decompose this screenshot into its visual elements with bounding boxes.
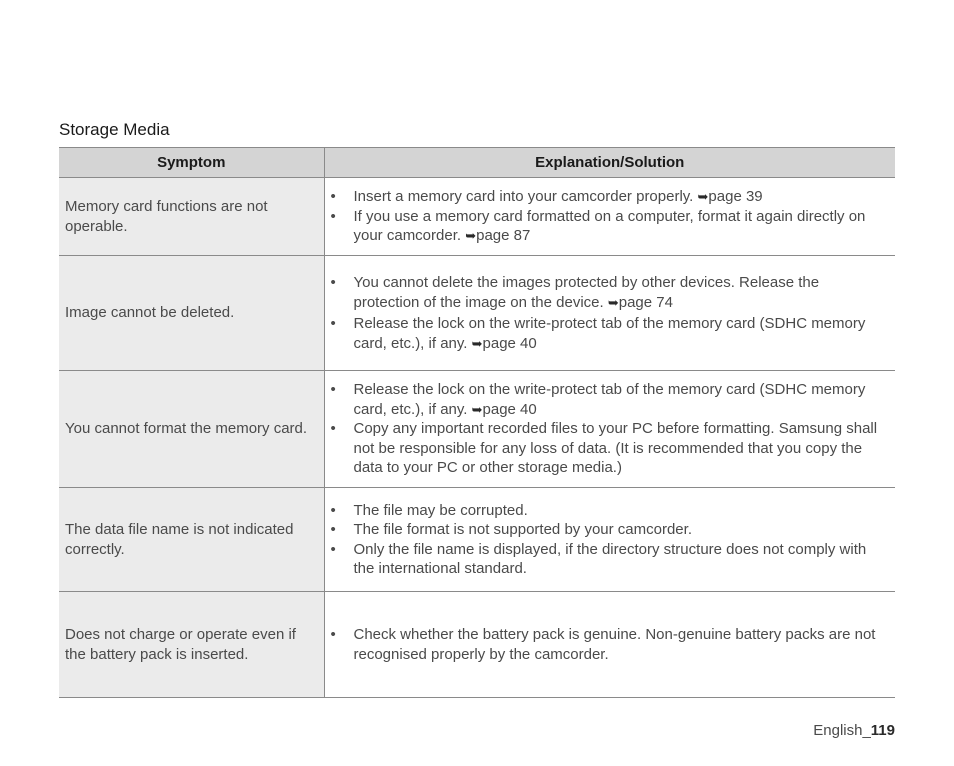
- table-row: [59, 178, 895, 256]
- page-reference: page 39: [708, 188, 763, 206]
- page-number: 119: [870, 722, 895, 739]
- bullet-icon: •: [330, 626, 336, 643]
- bullet-icon: •: [330, 501, 336, 519]
- table-row: [59, 371, 895, 488]
- solution-column-header: Explanation/Solution: [324, 148, 895, 178]
- bullet-icon: •: [330, 420, 336, 438]
- solution-cell: [324, 178, 895, 256]
- table-row: [59, 488, 895, 592]
- troubleshooting-table: [59, 147, 895, 698]
- list-item: [331, 625, 888, 664]
- symptom-cell: The data file name is not indicated correctly.: [59, 488, 324, 592]
- symptom-cell: Does not charge or operate even if the battery pack is inserted.: [59, 592, 324, 698]
- solution-text: Insert a memory card into your camcorder properly.: [353, 188, 698, 206]
- solution-cell: [324, 488, 895, 592]
- solution-text: Release the lock on the write-protect tab of the memory card (SDHC memory card, etc.), if any.: [353, 315, 866, 352]
- table-row: [59, 256, 895, 371]
- page-reference: page 87: [476, 227, 531, 245]
- solution-list: [331, 501, 888, 579]
- page-footer: [813, 722, 895, 739]
- page-reference: page 74: [618, 293, 673, 311]
- page-reference: page 40: [482, 400, 537, 418]
- solution-list: [331, 187, 888, 246]
- page-reference-arrow-icon: ➥: [607, 294, 619, 310]
- solution-text: Copy any important recorded files to your PC before formatting. Samsung shall not be responsible for any loss of data. (It is recommended that you copy the data to your PC or other storage media.): [353, 420, 878, 477]
- list-item: [331, 520, 888, 540]
- solution-cell: [324, 371, 895, 488]
- list-item: [331, 207, 888, 246]
- list-item: [331, 501, 888, 521]
- solution-list: [331, 273, 888, 353]
- bullet-icon: •: [330, 521, 336, 538]
- section-title: Storage Media: [59, 120, 170, 139]
- bullet-icon: •: [330, 207, 336, 225]
- page-reference-arrow-icon: ➥: [471, 335, 483, 351]
- list-item: [331, 380, 888, 419]
- bullet-icon: •: [330, 274, 336, 291]
- page-reference: page 40: [482, 334, 537, 352]
- bullet-icon: •: [330, 381, 336, 399]
- solution-text: Check whether the battery pack is genuine. Non-genuine battery packs are not recognised properly by the camcorder.: [353, 626, 876, 663]
- list-item: [331, 187, 888, 207]
- bullet-icon: •: [330, 315, 336, 332]
- list-item: [331, 273, 888, 312]
- solution-list: [331, 625, 888, 664]
- table-row: [59, 592, 895, 698]
- page-reference-arrow-icon: ➥: [697, 189, 709, 205]
- solution-text: You cannot delete the images protected by other devices. Release the protection of the image on the device.: [353, 274, 820, 311]
- solution-cell: [324, 592, 895, 698]
- bullet-icon: •: [330, 540, 336, 558]
- solution-text: Only the file name is displayed, if the directory structure does not comply with the international standard.: [353, 540, 867, 577]
- list-item: [331, 314, 888, 353]
- solution-text: The file format is not supported by your camcorder.: [353, 521, 692, 538]
- list-item: [331, 419, 888, 478]
- list-item: [331, 540, 888, 579]
- solution-cell: [324, 256, 895, 371]
- solution-text: If you use a memory card formatted on a computer, format it again directly on your camcorder.: [353, 207, 866, 245]
- page-reference-arrow-icon: ➥: [471, 401, 483, 417]
- bullet-icon: •: [330, 188, 336, 206]
- solution-text: The file may be corrupted.: [353, 501, 528, 519]
- solution-text: Release the lock on the write-protect tab of the memory card (SDHC memory card, etc.), if any.: [353, 381, 866, 418]
- symptom-cell: Memory card functions are not operable.: [59, 178, 324, 256]
- table-header-row: [59, 148, 895, 178]
- symptom-column-header: Symptom: [59, 148, 324, 178]
- symptom-cell: Image cannot be deleted.: [59, 256, 324, 371]
- solution-list: [331, 380, 888, 478]
- page-reference-arrow-icon: ➥: [465, 228, 477, 244]
- symptom-cell: You cannot format the memory card.: [59, 371, 324, 488]
- footer-language: English_: [813, 722, 871, 739]
